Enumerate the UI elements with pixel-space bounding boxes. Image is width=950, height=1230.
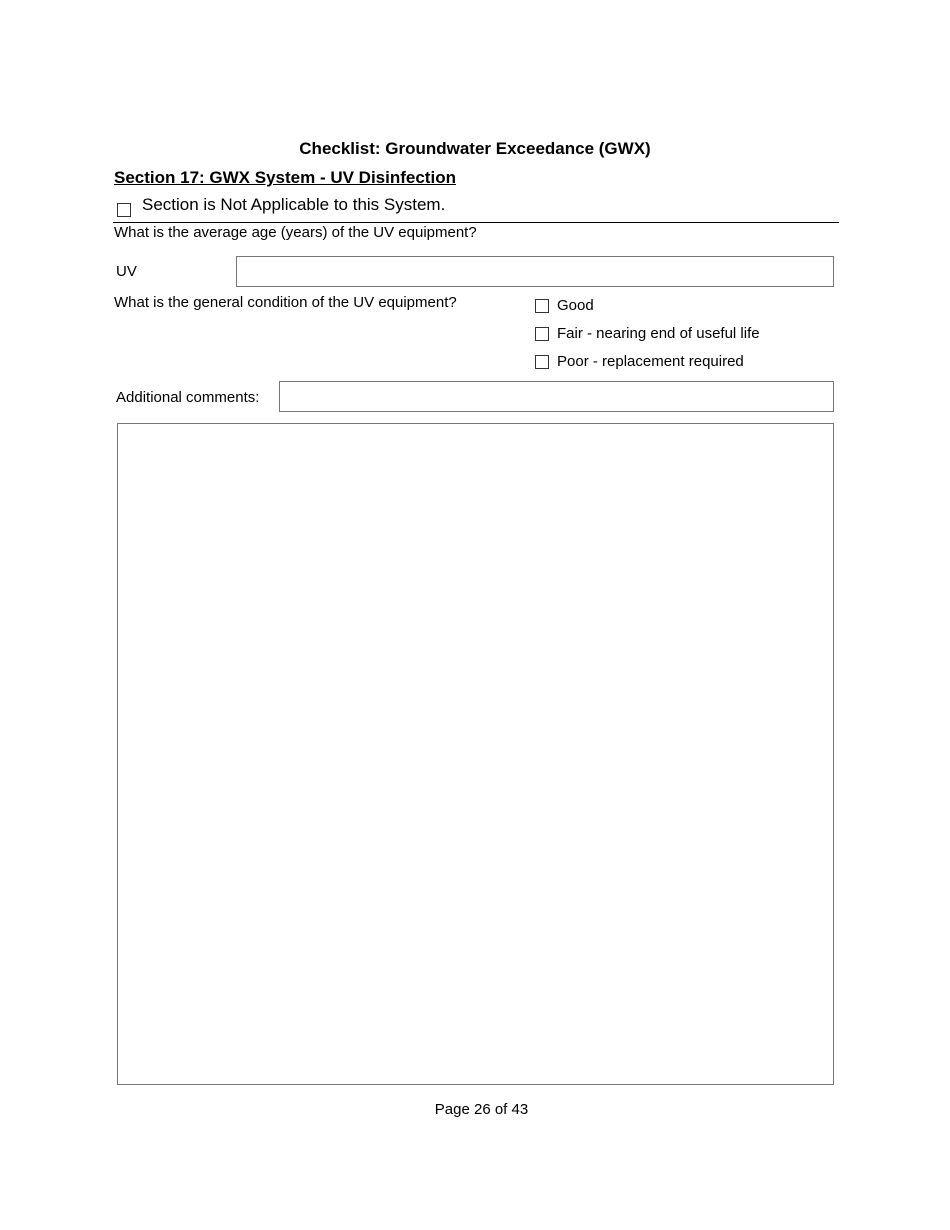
additional-comments-label: Additional comments:: [116, 389, 260, 406]
condition-poor-checkbox[interactable]: [535, 355, 549, 369]
question-general-condition: What is the general condition of the UV equipment?: [114, 294, 457, 311]
page-title: Checklist: Groundwater Exceedance (GWX): [299, 139, 651, 158]
section-heading: Section 17: GWX System - UV Disinfection: [114, 168, 456, 187]
uv-field-label: UV: [116, 263, 137, 280]
uv-age-input[interactable]: [236, 256, 834, 287]
question-average-age: What is the average age (years) of the UV equipment?: [114, 224, 477, 241]
page-number: Page 26 of 43: [434, 1101, 529, 1118]
condition-fair-label: Fair - nearing end of useful life: [557, 325, 760, 342]
not-applicable-checkbox[interactable]: [117, 203, 131, 217]
section-divider: [113, 222, 839, 223]
condition-good-label: Good: [557, 297, 594, 314]
additional-comments-input[interactable]: [279, 381, 834, 412]
condition-fair-checkbox[interactable]: [535, 327, 549, 341]
not-applicable-label: Section is Not Applicable to this System.: [142, 195, 446, 214]
condition-good-checkbox[interactable]: [535, 299, 549, 313]
additional-comments-textarea[interactable]: [117, 423, 834, 1085]
condition-poor-label: Poor - replacement required: [557, 353, 744, 370]
